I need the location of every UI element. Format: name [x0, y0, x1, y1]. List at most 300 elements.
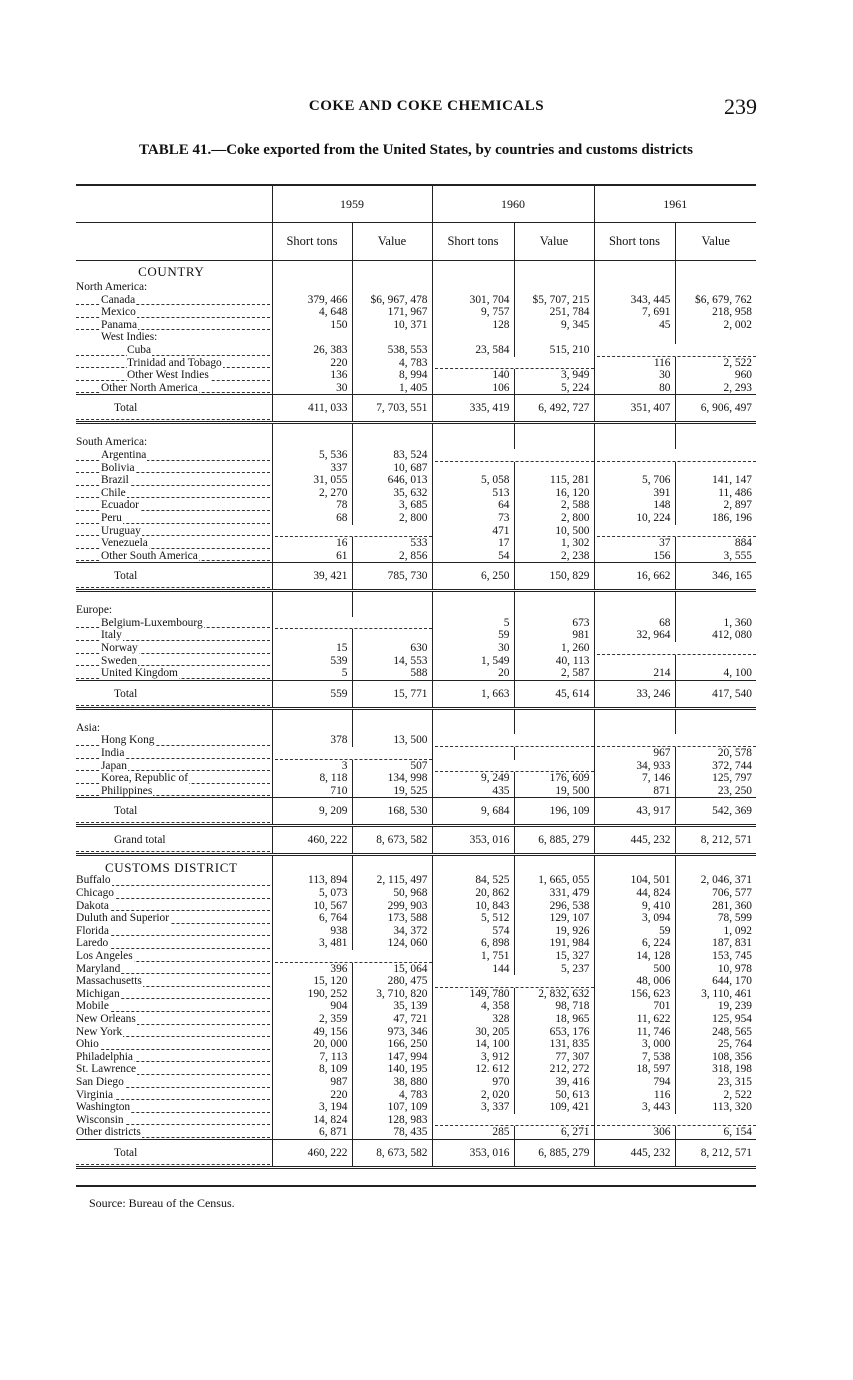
- row-label: [76, 279, 272, 294]
- cell-value: 353, 016: [432, 826, 514, 855]
- cell-value: 515, 210: [514, 344, 594, 357]
- col-header-value: Value: [675, 223, 756, 261]
- cell-value: 2, 522: [675, 357, 756, 370]
- cell-value: 73: [432, 512, 514, 525]
- stub-header: [76, 186, 272, 223]
- cell-value: [272, 720, 352, 735]
- row-label-text: Mobile: [76, 1000, 109, 1013]
- cell-value: 19, 500: [514, 785, 594, 798]
- row-label: [76, 874, 272, 887]
- row-label-text: Belgium-Luxembourg: [101, 616, 203, 629]
- cell-value: 417, 540: [675, 680, 756, 708]
- cell-value: 904: [272, 1000, 352, 1013]
- row-label-text: Washington: [76, 1101, 131, 1114]
- cell-value: 538, 553: [352, 344, 432, 357]
- cell-value: 190, 252: [272, 988, 352, 1001]
- cell-value: 43, 917: [594, 798, 675, 826]
- table-row: [76, 279, 756, 294]
- cell-value: 4, 648: [272, 306, 352, 319]
- total-row: [76, 395, 756, 423]
- cell-value: 2, 832, 632: [514, 988, 594, 1001]
- row-label: [76, 1051, 272, 1064]
- cell-value: 33, 246: [594, 680, 675, 708]
- cell-value: 335, 419: [432, 395, 514, 423]
- cell-value: [352, 261, 432, 280]
- row-label-text: South America:: [76, 436, 148, 449]
- cell-value: 396: [272, 963, 352, 976]
- cell-value: 15, 064: [352, 963, 432, 976]
- table-row: [76, 874, 756, 887]
- row-label: [76, 855, 272, 875]
- table-row: [76, 785, 756, 798]
- cell-value: 115, 281: [514, 474, 594, 487]
- cell-value: 212, 272: [514, 1063, 594, 1076]
- row-label-text: Brazil: [101, 474, 129, 487]
- cell-value: 3, 685: [352, 499, 432, 512]
- cell-value: 2, 587: [514, 667, 594, 680]
- cell-value: 301, 704: [432, 294, 514, 307]
- cell-value: 2, 359: [272, 1013, 352, 1026]
- table-bottom-rule: [76, 1185, 756, 1187]
- cell-value: 539: [272, 655, 352, 668]
- cell-value: 40, 113: [514, 655, 594, 668]
- cell-value: 513: [432, 487, 514, 500]
- cell-value: 351, 407: [594, 395, 675, 423]
- col-header-short-tons: Short tons: [272, 223, 352, 261]
- cell-value: 471: [432, 525, 514, 538]
- cell-value: 460, 222: [272, 1139, 352, 1167]
- cell-value: 884: [675, 537, 756, 550]
- row-label: [76, 395, 272, 423]
- cell-value: 7, 691: [594, 306, 675, 319]
- cell-value: [432, 279, 514, 294]
- row-label-text: Buffalo: [76, 874, 111, 887]
- table-caption: TABLE 41.—Coke exported from the United States, by countries and customs districts: [138, 142, 694, 158]
- cell-value: 346, 165: [675, 563, 756, 591]
- row-label-text: Other North America: [101, 381, 198, 394]
- cell-value: 16, 662: [594, 563, 675, 591]
- cell-value: 973, 346: [352, 1026, 432, 1039]
- cell-value: [272, 747, 432, 760]
- row-label-text: Trinidad and Tobago: [127, 356, 222, 369]
- cell-value: [272, 950, 432, 963]
- cell-value: [514, 331, 594, 344]
- cell-value: 701: [594, 1000, 675, 1013]
- cell-value: 10, 371: [352, 319, 432, 332]
- cell-value: [432, 760, 594, 773]
- cell-value: [432, 434, 514, 449]
- cell-value: [675, 279, 756, 294]
- cell-value: 59: [432, 629, 514, 642]
- cell-value: [675, 655, 756, 668]
- cell-value: 20, 000: [272, 1038, 352, 1051]
- cell-value: 5, 224: [514, 382, 594, 395]
- cell-value: 7, 703, 551: [352, 395, 432, 423]
- row-spacer: [76, 591, 756, 603]
- cell-value: 9, 410: [594, 900, 675, 913]
- cell-value: 30: [272, 382, 352, 395]
- cell-value: 59: [594, 925, 675, 938]
- cell-value: 559: [272, 680, 352, 708]
- row-label: [76, 826, 272, 855]
- cell-value: 35, 632: [352, 487, 432, 500]
- cell-value: [514, 462, 594, 475]
- cell-value: 4, 783: [352, 1089, 432, 1102]
- cell-value: [432, 602, 514, 617]
- cell-value: 460, 222: [272, 826, 352, 855]
- cell-value: 26, 383: [272, 344, 352, 357]
- cell-value: 379, 466: [272, 294, 352, 307]
- cell-value: 106: [432, 382, 514, 395]
- cell-value: 8, 109: [272, 1063, 352, 1076]
- cell-value: [352, 602, 432, 617]
- row-label: [76, 550, 272, 563]
- cell-value: 16: [272, 537, 352, 550]
- cell-value: 6, 154: [675, 1126, 756, 1139]
- cell-value: [594, 261, 675, 280]
- source-note: Source: Bureau of the Census.: [89, 1196, 235, 1210]
- table-row: [76, 462, 756, 475]
- cell-value: 125, 797: [675, 772, 756, 785]
- cell-value: 588: [352, 667, 432, 680]
- row-label-text: CUSTOMS DISTRICT: [104, 859, 238, 875]
- cell-value: 83, 524: [352, 449, 432, 462]
- cell-value: 673: [514, 617, 594, 630]
- cell-value: 141, 147: [675, 474, 756, 487]
- leader-dots: [76, 705, 270, 706]
- cell-value: 128: [432, 319, 514, 332]
- cell-value: [272, 602, 352, 617]
- cell-value: 445, 232: [594, 826, 675, 855]
- cell-value: 3, 443: [594, 1101, 675, 1114]
- coke-exports-table: [76, 186, 756, 1169]
- row-label: [76, 487, 272, 500]
- cell-value: 10, 224: [594, 512, 675, 525]
- row-label: [76, 963, 272, 976]
- cell-value: [352, 434, 432, 449]
- cell-value: 331, 479: [514, 887, 594, 900]
- cell-value: 171, 967: [352, 306, 432, 319]
- cell-value: 187, 831: [675, 937, 756, 950]
- cell-value: 2, 588: [514, 499, 594, 512]
- row-label-text: Norway: [101, 642, 138, 655]
- table-row: [76, 1013, 756, 1026]
- row-label: [76, 655, 272, 668]
- cell-value: 131, 835: [514, 1038, 594, 1051]
- cell-value: 98, 718: [514, 1000, 594, 1013]
- cell-value: 30: [432, 642, 514, 655]
- cell-value: 1, 260: [514, 642, 594, 655]
- row-label: [76, 680, 272, 708]
- row-label: [76, 629, 272, 642]
- cell-value: 6, 885, 279: [514, 1139, 594, 1167]
- total-row: [76, 798, 756, 826]
- cell-value: [594, 279, 675, 294]
- year-header-1960: 1960: [432, 186, 594, 223]
- cell-value: 3, 912: [432, 1051, 514, 1064]
- row-label: [76, 382, 272, 395]
- row-label: [76, 319, 272, 332]
- cell-value: 45: [594, 319, 675, 332]
- cell-value: 39, 416: [514, 1076, 594, 1089]
- cell-value: [432, 357, 594, 370]
- cell-value: [675, 434, 756, 449]
- cell-value: 5, 706: [594, 474, 675, 487]
- cell-value: 2, 522: [675, 1089, 756, 1102]
- cell-value: 5, 512: [432, 912, 514, 925]
- row-label-text: United Kingdom: [101, 667, 178, 680]
- table-row: [76, 1126, 756, 1139]
- cell-value: 6, 898: [432, 937, 514, 950]
- total-row: [76, 1139, 756, 1167]
- cell-value: 32, 964: [594, 629, 675, 642]
- row-label-text: Grand total: [114, 834, 166, 847]
- cell-value: [514, 720, 594, 735]
- cell-value: 14, 824: [272, 1114, 352, 1127]
- cell-value: 1, 405: [352, 382, 432, 395]
- cell-value: 445, 232: [594, 1139, 675, 1167]
- cell-value: [594, 855, 675, 875]
- cell-value: 5, 058: [432, 474, 514, 487]
- cell-value: [594, 525, 756, 538]
- row-label: [76, 357, 272, 370]
- cell-value: 8, 994: [352, 369, 432, 382]
- row-label-text: Canada: [101, 293, 136, 306]
- row-label-text: Asia:: [76, 721, 101, 734]
- cell-value: [594, 1114, 756, 1127]
- table-row: [76, 1063, 756, 1076]
- cell-value: 5: [432, 617, 514, 630]
- table-row: [76, 747, 756, 760]
- cell-value: [432, 975, 594, 988]
- cell-value: 166, 250: [352, 1038, 432, 1051]
- cell-value: [675, 855, 756, 875]
- table-row: [76, 487, 756, 500]
- cell-value: [594, 602, 675, 617]
- cell-value: 4, 100: [675, 667, 756, 680]
- table-row: [76, 331, 756, 344]
- year-header-1959: 1959: [272, 186, 432, 223]
- cell-value: 30, 205: [432, 1026, 514, 1039]
- cell-value: 970: [432, 1076, 514, 1089]
- row-label-text: Philippines: [101, 784, 153, 797]
- cell-value: [514, 434, 594, 449]
- cell-value: 3, 481: [272, 937, 352, 950]
- row-label-text: Los Angeles: [76, 949, 133, 962]
- row-label: [76, 720, 272, 735]
- cell-value: 153, 745: [675, 950, 756, 963]
- table-row: [76, 434, 756, 449]
- cell-value: [432, 855, 514, 875]
- table-row: [76, 760, 756, 773]
- row-label-text: Dakota: [76, 899, 109, 912]
- row-label: [76, 449, 272, 462]
- row-label: [76, 900, 272, 913]
- table-row: [76, 1000, 756, 1013]
- row-label: [76, 887, 272, 900]
- row-label: [76, 1139, 272, 1167]
- cell-value: [594, 720, 675, 735]
- cell-value: [594, 462, 675, 475]
- row-label-text: Chicago: [76, 887, 114, 899]
- cell-value: 136: [272, 369, 352, 382]
- leader-dots: [76, 851, 270, 852]
- cell-value: 220: [272, 1089, 352, 1102]
- cell-value: 61: [272, 550, 352, 563]
- cell-value: 176, 609: [514, 772, 594, 785]
- row-label-text: Chile: [101, 486, 126, 499]
- cell-value: 20, 578: [675, 747, 756, 760]
- row-label-text: Mexico: [101, 306, 136, 319]
- table-row: [76, 1089, 756, 1102]
- cell-value: 8, 673, 582: [352, 826, 432, 855]
- cell-value: 23, 584: [432, 344, 514, 357]
- cell-value: 500: [594, 963, 675, 976]
- year-header-1961: 1961: [594, 186, 756, 223]
- cell-value: 20, 862: [432, 887, 514, 900]
- cell-value: 574: [432, 925, 514, 938]
- table-row: [76, 950, 756, 963]
- cell-value: 2, 270: [272, 487, 352, 500]
- row-label-text: Hong Kong: [101, 734, 155, 747]
- cell-value: [352, 720, 432, 735]
- cell-value: 710: [272, 785, 352, 798]
- row-label-text: Philadelphia: [76, 1050, 133, 1063]
- cell-value: 2, 800: [514, 512, 594, 525]
- row-label: [76, 474, 272, 487]
- leader-dots: [76, 587, 270, 588]
- cell-value: 38, 880: [352, 1076, 432, 1089]
- cell-value: [675, 462, 756, 475]
- cell-value: 4, 783: [352, 357, 432, 370]
- cell-value: [594, 331, 675, 344]
- cell-value: 64: [432, 499, 514, 512]
- cell-value: 37: [594, 537, 675, 550]
- cell-value: 113, 320: [675, 1101, 756, 1114]
- cell-value: 299, 903: [352, 900, 432, 913]
- row-label: [76, 306, 272, 319]
- row-label: [76, 1114, 272, 1127]
- cell-value: 15, 120: [272, 975, 352, 988]
- cell-value: 50, 968: [352, 887, 432, 900]
- cell-value: 3: [272, 760, 352, 773]
- cell-value: 2, 856: [352, 550, 432, 563]
- row-label-text: Florida: [76, 924, 109, 937]
- row-label-text: Total: [114, 402, 138, 415]
- cell-value: [352, 629, 432, 642]
- cell-value: 144: [432, 963, 514, 976]
- cell-value: 318, 198: [675, 1063, 756, 1076]
- table-row: [76, 537, 756, 550]
- row-label-text: Ecuador: [101, 499, 139, 512]
- row-label-text: Italy: [101, 629, 122, 642]
- cell-value: [594, 449, 756, 462]
- row-label-text: India: [101, 747, 125, 760]
- row-label-text: Sweden: [101, 654, 138, 667]
- stub-header-blank: [76, 223, 272, 261]
- row-label: [76, 434, 272, 449]
- table-row: [76, 963, 756, 976]
- cell-value: 3, 194: [272, 1101, 352, 1114]
- leader-dots: [76, 1164, 270, 1165]
- cell-value: 214: [594, 667, 675, 680]
- table-row: [76, 1051, 756, 1064]
- table-row: [76, 525, 756, 538]
- row-label-text: New Orleans: [76, 1012, 136, 1025]
- cell-value: 328: [432, 1013, 514, 1026]
- cell-value: 248, 565: [675, 1026, 756, 1039]
- cell-value: 3, 949: [514, 369, 594, 382]
- cell-value: [272, 279, 352, 294]
- cell-value: 78, 435: [352, 1126, 432, 1139]
- row-label: [76, 499, 272, 512]
- cell-value: 125, 954: [675, 1013, 756, 1026]
- cell-value: 391: [594, 487, 675, 500]
- row-label: [76, 798, 272, 826]
- cell-value: 6, 764: [272, 912, 352, 925]
- row-label: [76, 525, 272, 538]
- row-label: [76, 1000, 272, 1013]
- row-label-text: Other districts: [76, 1126, 141, 1139]
- cell-value: [432, 261, 514, 280]
- cell-value: 54: [432, 550, 514, 563]
- cell-value: 218, 958: [675, 306, 756, 319]
- cell-value: 68: [594, 617, 675, 630]
- cell-value: 2, 002: [675, 319, 756, 332]
- table-row: [76, 344, 756, 357]
- cell-value: [514, 279, 594, 294]
- table-row: [76, 602, 756, 617]
- table-row: [76, 925, 756, 938]
- cell-value: 149, 780: [432, 988, 514, 1001]
- cell-value: 2, 046, 371: [675, 874, 756, 887]
- cell-value: [514, 261, 594, 280]
- cell-value: 372, 744: [675, 760, 756, 773]
- row-label: [76, 1038, 272, 1051]
- table-row: [76, 720, 756, 735]
- table-row: [76, 772, 756, 785]
- row-label-text: Maryland: [76, 962, 121, 975]
- cell-value: 134, 998: [352, 772, 432, 785]
- cell-value: 281, 360: [675, 900, 756, 913]
- cell-value: 23, 250: [675, 785, 756, 798]
- cell-value: 80: [594, 382, 675, 395]
- cell-value: 6, 906, 497: [675, 395, 756, 423]
- cell-value: 1, 092: [675, 925, 756, 938]
- cell-value: 14, 553: [352, 655, 432, 668]
- cell-value: 13, 500: [352, 734, 432, 747]
- cell-value: 9, 345: [514, 319, 594, 332]
- cell-value: 186, 196: [675, 512, 756, 525]
- cell-value: 2, 020: [432, 1089, 514, 1102]
- cell-value: 31, 055: [272, 474, 352, 487]
- row-label-text: COUNTRY: [138, 264, 205, 279]
- cell-value: 6, 871: [272, 1126, 352, 1139]
- cell-value: 306: [594, 1126, 675, 1139]
- cell-value: [432, 331, 514, 344]
- cell-value: $5, 707, 215: [514, 294, 594, 307]
- cell-value: 78, 599: [675, 912, 756, 925]
- row-label-text: San Diego: [76, 1075, 124, 1088]
- section-heading-row: [76, 855, 756, 875]
- cell-value: 1, 549: [432, 655, 514, 668]
- cell-value: 104, 501: [594, 874, 675, 887]
- row-label-text: Argentina: [101, 448, 147, 461]
- row-label-text: Japan: [101, 759, 127, 772]
- row-label: [76, 602, 272, 617]
- cell-value: 48, 006: [594, 975, 675, 988]
- cell-value: 5, 536: [272, 449, 352, 462]
